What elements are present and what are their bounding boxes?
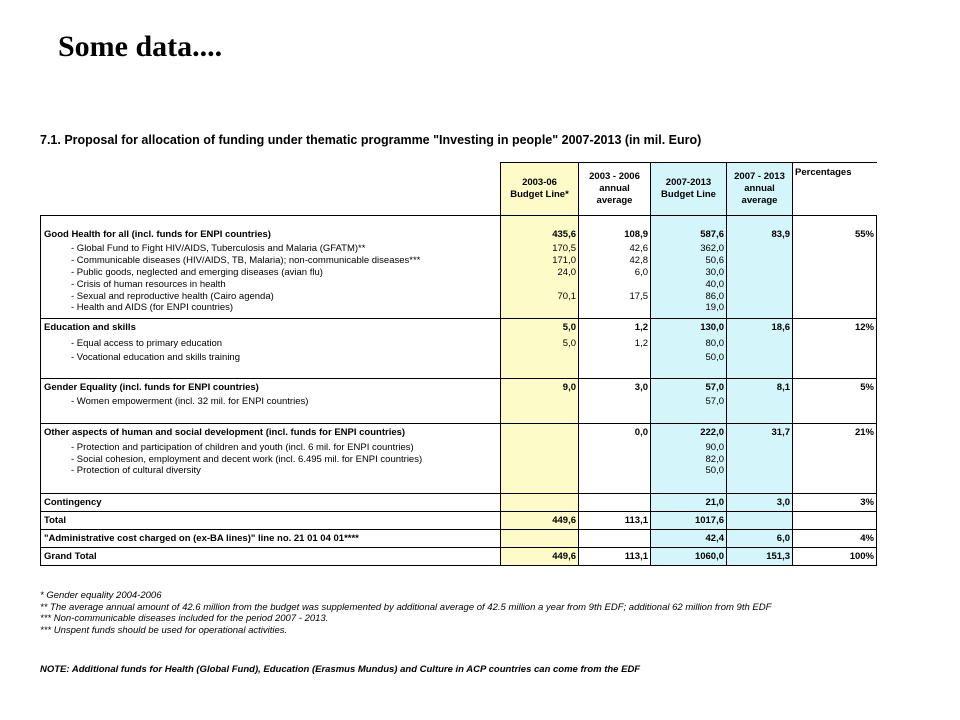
cell-avg-2007 bbox=[727, 441, 793, 453]
cell-avg-2003: 42,8 bbox=[579, 255, 651, 267]
cell-pct bbox=[793, 290, 877, 302]
cell-avg-2003 bbox=[579, 453, 651, 465]
spacer-cell bbox=[727, 477, 793, 494]
cell-avg-2003 bbox=[579, 396, 651, 408]
cell-avg-2007 bbox=[727, 267, 793, 279]
spacer-cell bbox=[501, 407, 579, 424]
cell-avg-2003 bbox=[579, 493, 651, 511]
cell-pct: 12% bbox=[793, 318, 877, 336]
item-row bbox=[41, 396, 877, 408]
cell-avg-2007 bbox=[727, 511, 793, 529]
row-label: Gender Equality (incl. funds for ENPI countries) bbox=[41, 378, 501, 396]
row-label: Total bbox=[41, 511, 501, 529]
header-line: Budget Line* bbox=[510, 189, 569, 200]
row-label: - Sexual and reproductive health (Cairo agenda) bbox=[41, 290, 501, 302]
cell-budget-2003: 5,0 bbox=[501, 318, 579, 336]
cell-pct bbox=[793, 267, 877, 279]
cell-budget-2007: 362,0 bbox=[651, 243, 727, 255]
header-avg-2003 bbox=[579, 163, 651, 216]
cell-avg-2003 bbox=[579, 302, 651, 314]
cell-avg-2007: 18,6 bbox=[727, 318, 793, 336]
cell-budget-2007: 130,0 bbox=[651, 318, 727, 336]
section-row-other bbox=[41, 424, 877, 442]
footnote: *** Non-communicable diseases included for the period 2007 - 2013. bbox=[40, 613, 329, 625]
cell-pct bbox=[793, 255, 877, 267]
row-label: - Communicable diseases (HIV/AIDS, TB, Malaria); non-communicable diseases*** bbox=[41, 255, 501, 267]
row-label: Good Health for all (incl. funds for ENPI countries) bbox=[41, 226, 501, 243]
admin-row bbox=[41, 529, 877, 547]
cell-budget-2007: 222,0 bbox=[651, 424, 727, 442]
item-row bbox=[41, 267, 877, 279]
cell-budget-2007: 19,0 bbox=[651, 302, 727, 314]
cell-budget-2003: 170,5 bbox=[501, 243, 579, 255]
row-label: - Social cohesion, employment and decent work (incl. 6.495 mil. for ENPI countries) bbox=[41, 453, 501, 465]
row-label: - Protection and participation of children and youth (incl. 6 mil. for ENPI countries) bbox=[41, 441, 501, 453]
item-row bbox=[41, 336, 877, 352]
cell-budget-2007: 50,0 bbox=[651, 465, 727, 477]
cell-budget-2003 bbox=[501, 396, 579, 408]
cell-budget-2007: 86,0 bbox=[651, 290, 727, 302]
cell-pct bbox=[793, 352, 877, 364]
item-row bbox=[41, 243, 877, 255]
cell-budget-2003 bbox=[501, 278, 579, 290]
cell-budget-2003: 171,0 bbox=[501, 255, 579, 267]
row-label: - Women empowerment (incl. 32 mil. for ENPI countries) bbox=[41, 396, 501, 408]
cell-budget-2007: 82,0 bbox=[651, 453, 727, 465]
row-label: - Global Fund to Fight HIV/AIDS, Tuberculosis and Malaria (GFATM)** bbox=[41, 243, 501, 255]
item-row bbox=[41, 465, 877, 477]
header-avg-2007 bbox=[727, 163, 793, 216]
spacer-cell bbox=[651, 477, 727, 494]
row-label: Other aspects of human and social development (incl. funds for ENPI countries) bbox=[41, 424, 501, 442]
cell-budget-2007: 40,0 bbox=[651, 278, 727, 290]
cell-pct bbox=[793, 465, 877, 477]
cell-budget-2003: 70,1 bbox=[501, 290, 579, 302]
cell-avg-2007 bbox=[727, 336, 793, 352]
header-percentages: Percentages bbox=[793, 163, 877, 216]
item-row bbox=[41, 278, 877, 290]
cell-budget-2003 bbox=[501, 352, 579, 364]
cell-avg-2003: 42,6 bbox=[579, 243, 651, 255]
cell-avg-2007: 8,1 bbox=[727, 378, 793, 396]
cell-avg-2007 bbox=[727, 255, 793, 267]
spacer-cell bbox=[793, 364, 877, 379]
spacer-cell bbox=[579, 364, 651, 379]
table-header-row bbox=[41, 163, 877, 216]
spacer-cell bbox=[501, 364, 579, 379]
header-line: average bbox=[596, 195, 633, 206]
spacer-cell bbox=[651, 364, 727, 379]
cell-budget-2003 bbox=[501, 302, 579, 314]
row-label: "Administrative cost charged on (ex-BA lines)" line no. 21 01 04 01**** bbox=[41, 529, 501, 547]
spacer-cell bbox=[41, 477, 501, 494]
item-row bbox=[41, 290, 877, 302]
cell-budget-2007: 57,0 bbox=[651, 378, 727, 396]
cell-budget-2003: 435,6 bbox=[501, 226, 579, 243]
footnote: * Gender equality 2004-2006 bbox=[40, 590, 162, 601]
contingency-row bbox=[41, 493, 877, 511]
spacer-row bbox=[41, 407, 877, 424]
cell-avg-2003: 3,0 bbox=[579, 378, 651, 396]
item-row bbox=[41, 302, 877, 314]
section-row-health bbox=[41, 226, 877, 243]
footnotes bbox=[40, 590, 771, 636]
cell-budget-2007: 90,0 bbox=[651, 441, 727, 453]
table-title: 7.1. Proposal for allocation of funding under thematic programme "Investing in people" 2007-2013 (in mil. Euro) bbox=[40, 133, 702, 147]
spacer-cell bbox=[793, 407, 877, 424]
cell-avg-2003: 113,1 bbox=[579, 511, 651, 529]
cell-avg-2007 bbox=[727, 465, 793, 477]
cell-avg-2007: 31,7 bbox=[727, 424, 793, 442]
cell-avg-2003: 6,0 bbox=[579, 267, 651, 279]
item-row bbox=[41, 255, 877, 267]
spacer-row bbox=[41, 216, 877, 227]
row-label: - Crisis of human resources in health bbox=[41, 278, 501, 290]
spacer-cell bbox=[651, 216, 727, 227]
header-line: 2007 - 2013 bbox=[734, 171, 785, 182]
row-label: - Vocational education and skills training bbox=[41, 352, 501, 364]
header-budget-2003 bbox=[501, 163, 579, 216]
cell-budget-2003: 24,0 bbox=[501, 267, 579, 279]
spacer-cell bbox=[793, 216, 877, 227]
cell-avg-2007 bbox=[727, 396, 793, 408]
cell-avg-2003: 17,5 bbox=[579, 290, 651, 302]
row-label: - Protection of cultural diversity bbox=[41, 465, 501, 477]
item-row bbox=[41, 352, 877, 364]
cell-avg-2007 bbox=[727, 453, 793, 465]
cell-avg-2007 bbox=[727, 352, 793, 364]
cell-pct: 100% bbox=[793, 547, 877, 565]
footnote: ** The average annual amount of 42.6 million from the budget was supplemented by additional average of 42.5 million a year from 9th EDF; additional 62 million from 9th EDF bbox=[40, 601, 772, 613]
cell-budget-2007: 1060,0 bbox=[651, 547, 727, 565]
cell-avg-2007 bbox=[727, 290, 793, 302]
cell-budget-2003 bbox=[501, 441, 579, 453]
cell-pct: 3% bbox=[793, 493, 877, 511]
spacer-row bbox=[41, 364, 877, 379]
spacer-cell bbox=[793, 477, 877, 494]
cell-avg-2007 bbox=[727, 243, 793, 255]
header-line: Budget Line bbox=[661, 189, 716, 200]
header-budget-2007 bbox=[651, 163, 727, 216]
row-label: - Health and AIDS (for ENPI countries) bbox=[41, 302, 501, 314]
cell-budget-2003: 5,0 bbox=[501, 336, 579, 352]
cell-budget-2007: 21,0 bbox=[651, 493, 727, 511]
spacer-cell bbox=[41, 364, 501, 379]
section-row-education bbox=[41, 318, 877, 336]
spacer-cell bbox=[727, 364, 793, 379]
section-row-gender bbox=[41, 378, 877, 396]
cell-pct: 4% bbox=[793, 529, 877, 547]
cell-pct bbox=[793, 302, 877, 314]
cell-avg-2003 bbox=[579, 352, 651, 364]
spacer-cell bbox=[41, 407, 501, 424]
cell-budget-2003 bbox=[501, 465, 579, 477]
cell-budget-2007: 50,6 bbox=[651, 255, 727, 267]
header-line: 2003 - 2006 bbox=[589, 171, 640, 182]
cell-avg-2003: 108,9 bbox=[579, 226, 651, 243]
footnote: *** Unspent funds should be used for operational activities. bbox=[40, 624, 288, 636]
cell-avg-2003: 0,0 bbox=[579, 424, 651, 442]
total-row bbox=[41, 511, 877, 529]
cell-avg-2003 bbox=[579, 278, 651, 290]
item-row bbox=[41, 441, 877, 453]
row-label: - Equal access to primary education bbox=[41, 336, 501, 352]
spacer-cell bbox=[501, 477, 579, 494]
cell-budget-2007: 42,4 bbox=[651, 529, 727, 547]
cell-budget-2003: 9,0 bbox=[501, 378, 579, 396]
spacer-cell bbox=[579, 477, 651, 494]
cell-budget-2007: 1017,6 bbox=[651, 511, 727, 529]
item-row bbox=[41, 453, 877, 465]
header-line: average bbox=[741, 195, 778, 206]
cell-pct bbox=[793, 243, 877, 255]
cell-pct: 55% bbox=[793, 226, 877, 243]
header-line: 2007-2013 bbox=[665, 177, 712, 188]
cell-avg-2007 bbox=[727, 278, 793, 290]
cell-budget-2007: 57,0 bbox=[651, 396, 727, 408]
spacer-cell bbox=[501, 216, 579, 227]
spacer-cell bbox=[727, 407, 793, 424]
slide-title: Some data.... bbox=[58, 30, 223, 63]
cell-budget-2003 bbox=[501, 453, 579, 465]
row-label: Contingency bbox=[41, 493, 501, 511]
cell-avg-2007: 151,3 bbox=[727, 547, 793, 565]
cell-pct: 21% bbox=[793, 424, 877, 442]
cell-avg-2003: 1,2 bbox=[579, 336, 651, 352]
cell-avg-2007: 6,0 bbox=[727, 529, 793, 547]
cell-avg-2003 bbox=[579, 529, 651, 547]
cell-pct bbox=[793, 453, 877, 465]
cell-avg-2003: 113,1 bbox=[579, 547, 651, 565]
cell-budget-2007: 30,0 bbox=[651, 267, 727, 279]
spacer-cell bbox=[727, 216, 793, 227]
spacer-cell bbox=[651, 407, 727, 424]
spacer-cell bbox=[41, 216, 501, 227]
cell-budget-2003: 449,6 bbox=[501, 511, 579, 529]
cell-pct bbox=[793, 511, 877, 529]
edf-note: NOTE: Additional funds for Health (Global Fund), Education (Erasmus Mundus) and Culture in ACP countries can come from the EDF bbox=[40, 664, 641, 675]
cell-avg-2007: 83,9 bbox=[727, 226, 793, 243]
row-label: Grand Total bbox=[41, 547, 501, 565]
cell-budget-2007: 80,0 bbox=[651, 336, 727, 352]
cell-pct bbox=[793, 278, 877, 290]
grand-total-row bbox=[41, 547, 877, 565]
spacer-row bbox=[41, 477, 877, 494]
header-line: annual bbox=[744, 183, 775, 194]
cell-avg-2003 bbox=[579, 441, 651, 453]
funding-table bbox=[40, 162, 877, 566]
cell-budget-2003 bbox=[501, 529, 579, 547]
cell-budget-2003: 449,6 bbox=[501, 547, 579, 565]
cell-pct bbox=[793, 396, 877, 408]
cell-avg-2007 bbox=[727, 302, 793, 314]
cell-budget-2007: 587,6 bbox=[651, 226, 727, 243]
cell-avg-2003 bbox=[579, 465, 651, 477]
row-label: - Public goods, neglected and emerging diseases (avian flu) bbox=[41, 267, 501, 279]
header-line: 2003-06 bbox=[522, 177, 557, 188]
row-label: Education and skills bbox=[41, 318, 501, 336]
cell-pct bbox=[793, 441, 877, 453]
cell-avg-2007: 3,0 bbox=[727, 493, 793, 511]
cell-budget-2007: 50,0 bbox=[651, 352, 727, 364]
spacer-cell bbox=[579, 216, 651, 227]
cell-pct: 5% bbox=[793, 378, 877, 396]
spacer-cell bbox=[579, 407, 651, 424]
cell-pct bbox=[793, 336, 877, 352]
cell-budget-2003 bbox=[501, 424, 579, 442]
cell-budget-2003 bbox=[501, 493, 579, 511]
header-blank bbox=[41, 163, 501, 216]
cell-avg-2003: 1,2 bbox=[579, 318, 651, 336]
header-line: annual bbox=[599, 183, 630, 194]
